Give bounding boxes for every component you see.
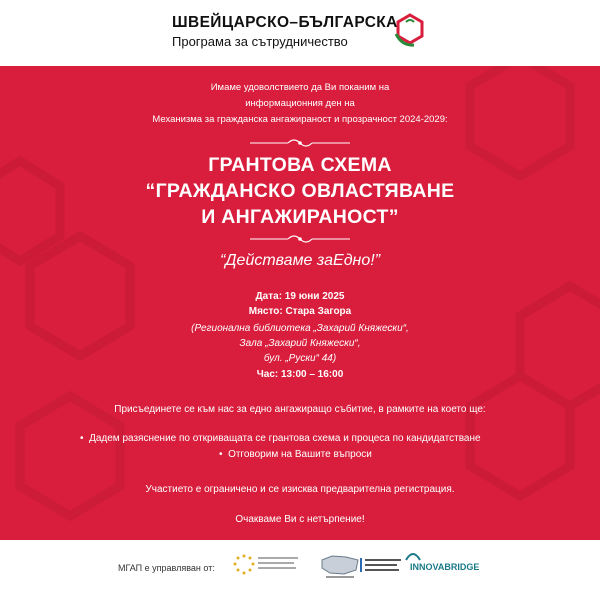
bullet-icon: • bbox=[219, 449, 229, 460]
eu-stars-logo-icon bbox=[232, 552, 302, 582]
slogan: “Действаме заЕдно!” bbox=[219, 252, 381, 269]
title-line-3: И АНГАЖИРАНОСТ” bbox=[201, 206, 399, 228]
ornament-bottom-icon bbox=[240, 232, 360, 246]
bullet-item-1: • Дадем разяснение по откриващата се грантова схема и процеса по кандидатстване bbox=[80, 433, 481, 444]
managed-by-label: МГАП е управляван от: bbox=[118, 563, 215, 573]
innovabridge-text: INNOVABRIDGE bbox=[410, 562, 480, 572]
venue-line-1: (Регионална библиотека „Захарий Княжески“, bbox=[191, 323, 409, 334]
innovabridge-logo-icon bbox=[404, 548, 422, 562]
venue-line-3: бул. „Руски“ 44) bbox=[263, 353, 337, 364]
event-place: Място: Стара Загора bbox=[248, 306, 352, 317]
header bbox=[0, 0, 600, 66]
bullet-icon: • bbox=[80, 433, 90, 444]
footer bbox=[0, 540, 600, 592]
registration-note: Участието е ограничено и се изисква предварителна регистрация. bbox=[145, 484, 455, 495]
swiss-bulgarian-logo-icon bbox=[392, 12, 428, 52]
title-line-2: “ГРАЖДАНСКО ОВЛАСТЯВАНЕ bbox=[145, 180, 455, 202]
program-title: ШВЕЙЦАРСКО–БЪЛГАРСКА bbox=[172, 14, 398, 31]
partner-logo-icon bbox=[360, 554, 404, 578]
event-date: Дата: 19 юни 2025 bbox=[255, 291, 345, 302]
closing-text: Очакваме Ви с нетърпение! bbox=[235, 514, 365, 525]
title-line-1: ГРАНТОВА СХЕМА bbox=[208, 154, 392, 176]
ornament-top-icon bbox=[240, 136, 360, 150]
venue-line-2: Зала „Захарий Княжески“, bbox=[239, 338, 361, 349]
program-subtitle: Програма за сътрудничество bbox=[172, 34, 348, 49]
bullet-item-2: • Отговорим на Вашите въпроси bbox=[219, 449, 372, 460]
invitation-line-3: Механизма за гражданска ангажираност и прозрачност 2024-2029: bbox=[152, 114, 448, 125]
event-time: Час: 13:00 – 16:00 bbox=[256, 369, 344, 380]
invitation-line-1: Имаме удоволствието да Ви поканим на bbox=[210, 82, 390, 93]
invitation-line-2: информационния ден на bbox=[245, 98, 355, 109]
join-text: Присъединете се към нас за едно ангажиращо събитие, в рамките на което ще: bbox=[114, 404, 486, 415]
invitation-panel bbox=[0, 66, 600, 540]
bulgaria-map-logo-icon bbox=[318, 550, 362, 582]
